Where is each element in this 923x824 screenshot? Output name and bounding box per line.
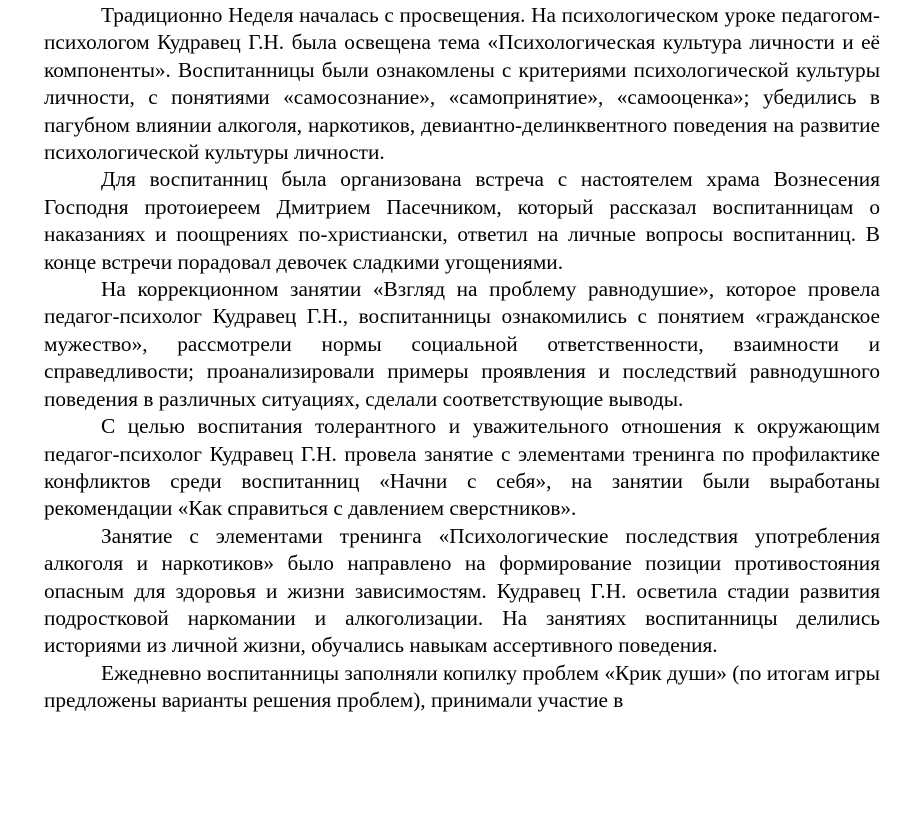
paragraph-priest-meeting: Для воспитанниц была организована встреча с настоятелем храма Вознесения Господня протоиереем Дмитрием Пасечником, который рассказал воспитанницам о наказаниях и поощрениях по-христиански, ответил на личные вопросы воспитанниц. В конце встречи порадовал девочек сладкими угощениями. [44, 167, 880, 274]
paragraph-psychology-lesson: Традиционно Неделя началась с просвещения. На психологическом уроке педагогом-психологом Кудравец Г.Н. была освещена тема «Психологическая культура личности и её компоненты». Воспитанницы были ознакомлены с критериями психологической культуры личности, с понятиями «самосознание», «самопринятие», «самооценка»; убедились в пагубном влиянии алкоголя, наркотиков, девиантно-делинквентного поведения на развитие психологической культуры личности. [44, 3, 880, 165]
paragraph-addiction-training: Занятие с элементами тренинга «Психологические последствия употребления алкоголя и наркотиков» было направлено на формирование позиции противостояния опасным для здоровья и жизни зависимостям. Кудравец Г.Н. осветила стадии развития подростковой наркомании и алкоголизации. На занятиях воспитанницы делились историями из личной жизни, обучались навыкам ассертивного поведения. [44, 523, 880, 658]
paragraph-indifference-session: На коррекционном занятии «Взгляд на проблему равнодушие», которое провела педагог-психолог Кудравец Г.Н., воспитанницы ознакомились с понятием «гражданское мужество», рассмотрели нормы социальной ответственности, взаимности и справедливости; проанализировали примеры проявления и последствий равнодушного поведения в различных ситуациях, сделали соответствующие выводы. [44, 277, 880, 411]
paragraph-daily-activities: Ежедневно воспитанницы заполняли копилку проблем «Крик души» (по итогам игры предложены варианты решения проблем), принимали участие в [44, 660, 880, 713]
paragraph-conflict-training: С целью воспитания толерантного и уважительного отношения к окружающим педагог-психолог Кудравец Г.Н. провела занятие с элементами тренинга по профилактике конфликтов среди воспитанниц «Начни с себя», на занятии были выработаны рекомендации «Как справиться с давлением сверстников». [44, 414, 880, 521]
document-body [44, 2, 880, 715]
